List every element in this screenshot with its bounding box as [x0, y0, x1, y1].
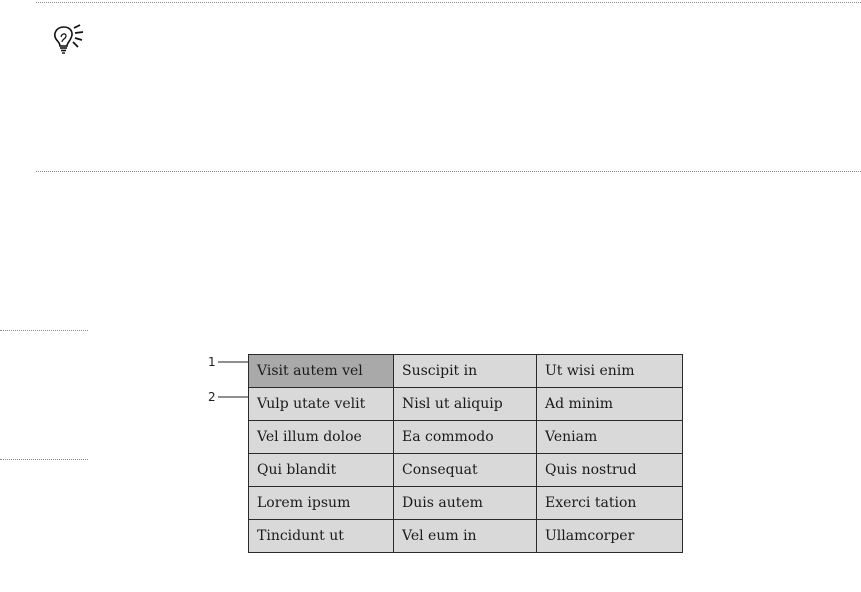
callout-number-2: 2: [208, 390, 216, 404]
section-divider: [36, 171, 861, 172]
callout-number-1: 1: [208, 355, 216, 369]
table-cell[interactable]: Duis autem: [394, 487, 537, 520]
table-cell[interactable]: Nisl ut aliquip: [394, 388, 537, 421]
table-row: [249, 421, 683, 454]
margin-divider-top: [0, 330, 88, 331]
table-cell[interactable]: Ut wisi enim: [537, 355, 683, 388]
table-row: [249, 487, 683, 520]
table-cell[interactable]: Quis nostrud: [537, 454, 683, 487]
table-cell[interactable]: Vel eum in: [394, 520, 537, 553]
table-cell[interactable]: Vulp utate velit: [249, 388, 394, 421]
margin-divider-bottom: [0, 459, 88, 460]
table-cell[interactable]: Ea commodo: [394, 421, 537, 454]
table-cell[interactable]: Qui blandit: [249, 454, 394, 487]
table-cell-selected[interactable]: Visit autem vel: [249, 355, 394, 388]
table-cell[interactable]: Veniam: [537, 421, 683, 454]
table-cell[interactable]: Ad minim: [537, 388, 683, 421]
top-divider: [36, 2, 861, 3]
table-cell[interactable]: Tincidunt ut: [249, 520, 394, 553]
table-cell[interactable]: Vel illum doloe: [249, 421, 394, 454]
sample-table: [248, 354, 683, 553]
table-row: [249, 388, 683, 421]
table-cell[interactable]: Ullamcorper: [537, 520, 683, 553]
table-row: [249, 520, 683, 553]
table-cell[interactable]: Consequat: [394, 454, 537, 487]
lightbulb-tip-icon: [50, 22, 94, 54]
table-row: [249, 454, 683, 487]
table-cell[interactable]: Exerci tation: [537, 487, 683, 520]
table-cell[interactable]: Suscipit in: [394, 355, 537, 388]
table-cell[interactable]: Lorem ipsum: [249, 487, 394, 520]
table-row: [249, 355, 683, 388]
